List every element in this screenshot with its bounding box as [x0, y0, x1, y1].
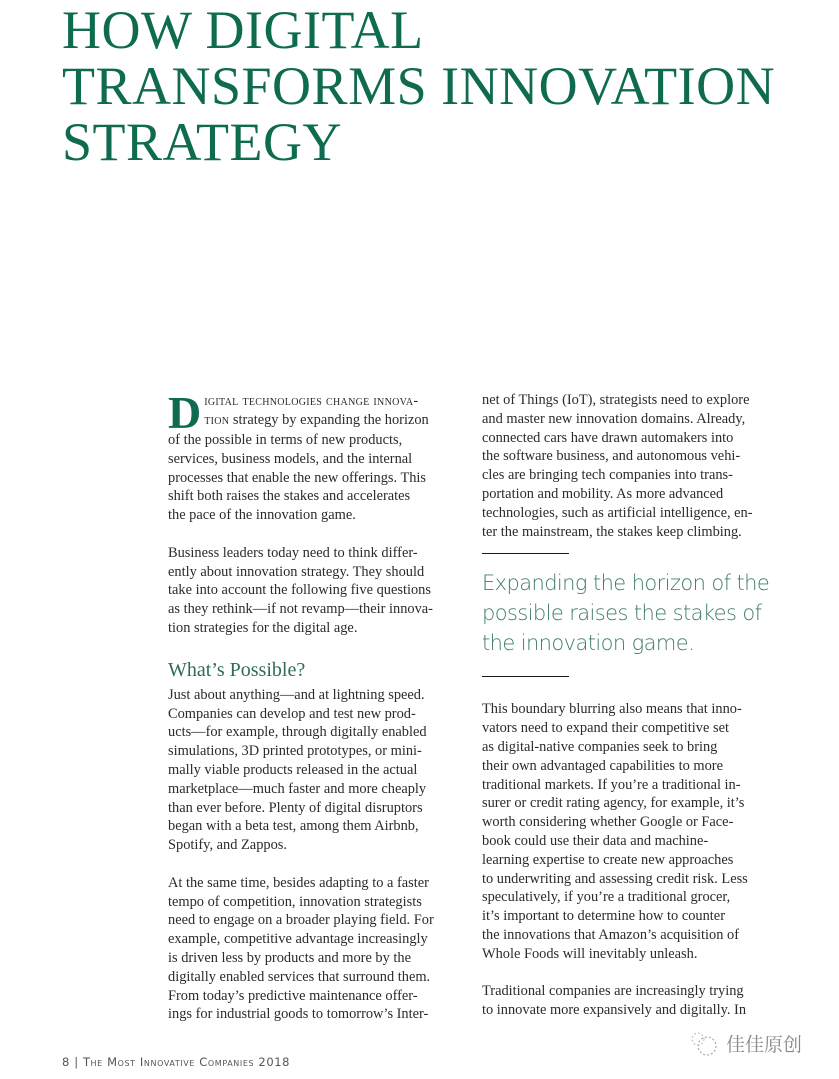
- text-line: shift both raises the stakes and accelerates: [168, 488, 411, 505]
- text-line: tempo of competition, innovation strategists: [168, 893, 422, 910]
- text-line: speculatively, if you’re a traditional grocer,: [482, 889, 731, 906]
- text-line: net of Things (IoT), strategists need to explore: [482, 392, 750, 408]
- intro-smallcaps: igital technologies change innova-: [204, 393, 419, 409]
- text-line: than ever before. Plenty of digital disruptors: [168, 799, 423, 816]
- intro-text: strategy by expanding the horizon: [229, 411, 429, 428]
- intro-paragraph: [168, 387, 468, 525]
- watermark-text: 佳佳原创: [726, 1034, 803, 1056]
- text-line: tion strategies for the digital age.: [168, 619, 358, 636]
- publication-name: The Most Innovative Companies 2018: [82, 1055, 291, 1069]
- page-footer: [62, 1055, 290, 1069]
- right-column: [482, 391, 782, 1020]
- wechat-logo-icon: [690, 1031, 720, 1057]
- text-line: it’s important to determine how to counter: [482, 908, 725, 925]
- text-line: vators need to expand their competitive set: [482, 720, 729, 737]
- text-line: cles are bringing tech companies into trans-: [482, 467, 733, 484]
- body-paragraph: [168, 544, 468, 638]
- text-line: This boundary blurring also means that inno-: [482, 701, 742, 718]
- text-line: to innovate more expansively and digitally. In: [482, 1002, 747, 1019]
- text-line: connected cars have drawn automakers into: [482, 429, 734, 446]
- paragraph-gap: [482, 964, 782, 983]
- paragraph-gap: [168, 525, 468, 544]
- text-line: ter the mainstream, the stakes keep climbing.: [482, 523, 742, 540]
- text-line: processes that enable the new offerings. This: [168, 469, 427, 486]
- body-paragraph: [168, 874, 468, 1024]
- text-line: as they rethink—if not revamp—their innova-: [168, 601, 433, 618]
- text-line: Spotify, and Zappos.: [168, 837, 287, 854]
- text-line: the software business, and autonomous vehi-: [482, 448, 741, 465]
- page-number: 8: [62, 1055, 70, 1069]
- text-line: Just about anything—and at lightning speed.: [168, 686, 425, 703]
- pullquote-line: possible raises the stakes of: [482, 601, 762, 626]
- text-line: began with a beta test, among them Airbnb,: [168, 818, 419, 835]
- section-heading: What’s Possible?: [168, 658, 306, 681]
- text-line: learning expertise to create new approaches: [482, 851, 734, 868]
- pull-quote: [482, 568, 782, 658]
- text-line: From today’s predictive maintenance offer-: [168, 987, 418, 1004]
- title-line: HOW DIGITAL: [62, 0, 424, 60]
- text-line: as digital-native companies seek to bring: [482, 738, 718, 755]
- text-line: ucts—for example, through digitally enabled: [168, 724, 427, 741]
- pullquote-line: Expanding the horizon of the: [482, 571, 770, 596]
- text-line: of the possible in terms of new products,: [168, 432, 403, 448]
- body-paragraph: [482, 700, 782, 963]
- text-line: portation and mobility. As more advanced: [482, 485, 724, 502]
- title-line: STRATEGY: [62, 112, 343, 172]
- text-line: ently about innovation strategy. They should: [168, 563, 425, 580]
- text-line: book could use their data and machine-: [482, 832, 709, 849]
- text-line: Companies can develop and test new prod-: [168, 705, 416, 722]
- body-paragraph: [168, 686, 468, 855]
- text-line: their own advantaged capabilities to more: [482, 757, 723, 774]
- text-line: Traditional companies are increasingly trying: [482, 983, 744, 1000]
- text-line: take into account the following five questions: [168, 582, 431, 599]
- intro-smallcaps: tion: [204, 411, 230, 428]
- text-line: Whole Foods will inevitably unleash.: [482, 945, 698, 962]
- pullquote-line: the innovation game.: [482, 631, 695, 656]
- text-line: example, competitive advantage increasingly: [168, 931, 428, 948]
- page-title: [62, 2, 832, 170]
- text-line: technologies, such as artificial intelligence, en-: [482, 504, 753, 521]
- text-line: need to engage on a broader playing field. For: [168, 912, 434, 929]
- footer-separator: |: [74, 1055, 79, 1069]
- text-line: Business leaders today need to think differ-: [168, 544, 418, 561]
- left-column: [168, 387, 468, 1024]
- watermark: [690, 1030, 802, 1057]
- text-line: traditional markets. If you’re a traditional in-: [482, 776, 741, 793]
- text-line: ings for industrial goods to tomorrow’s Inter-: [168, 1006, 429, 1023]
- pullquote-rule-top: [482, 553, 569, 554]
- text-line: to underwriting and assessing credit risk. Less: [482, 870, 748, 887]
- text-line: marketplace—much faster and more cheaply: [168, 780, 427, 797]
- paragraph-gap: [168, 855, 468, 874]
- text-line: At the same time, besides adapting to a faster: [168, 874, 429, 891]
- title-line: TRANSFORMS INNOVATION: [62, 56, 776, 116]
- text-line: and master new innovation domains. Already,: [482, 410, 746, 427]
- drop-cap: D: [168, 387, 202, 438]
- body-paragraph: [482, 391, 782, 541]
- text-line: services, business models, and the internal: [168, 450, 413, 467]
- text-line: mally viable products released in the actual: [168, 761, 418, 778]
- text-line: the innovations that Amazon’s acquisition of: [482, 926, 739, 943]
- text-line: is driven less by products and more by the: [168, 949, 411, 966]
- text-line: the pace of the innovation game.: [168, 507, 356, 524]
- text-line: digitally enabled services that surround them.: [168, 968, 431, 985]
- text-line: worth considering whether Google or Face-: [482, 814, 734, 831]
- spacer: [482, 677, 782, 700]
- text-line: simulations, 3D printed prototypes, or mini-: [168, 743, 422, 760]
- text-line: surer or credit rating agency, for example, it’s: [482, 795, 745, 812]
- body-paragraph: [482, 982, 782, 1020]
